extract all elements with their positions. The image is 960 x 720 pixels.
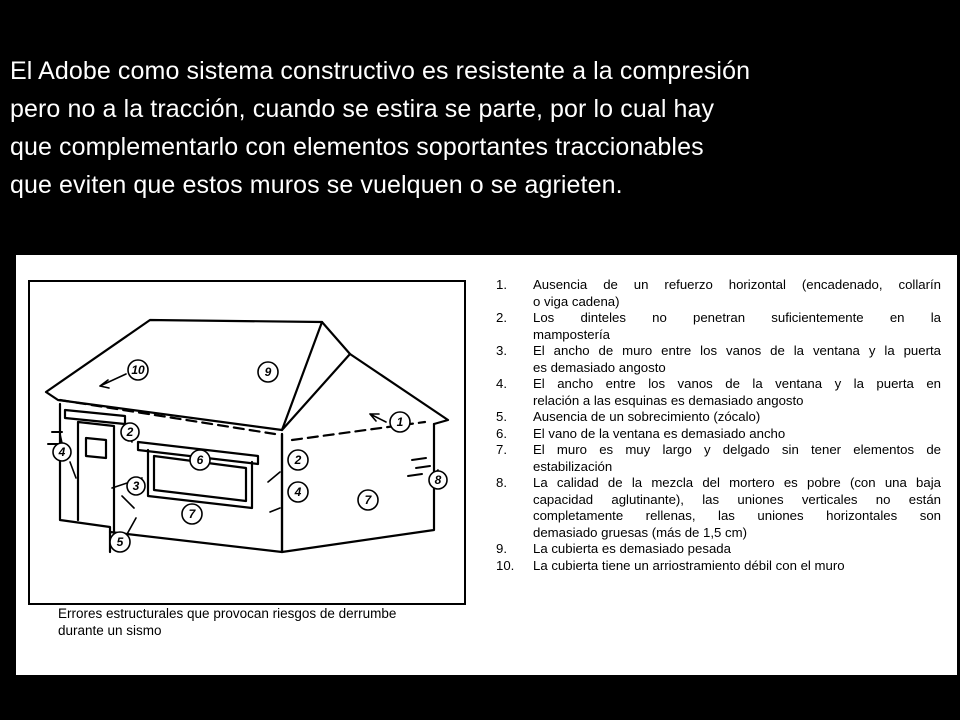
headline-line: que eviten que estos muros se vuelquen o se agrieten. [10, 171, 623, 199]
list-item-text: La cubierta es demasiado pesada [533, 541, 731, 556]
list-item [496, 310, 941, 343]
list-item-text: Ausencia de un sobrecimiento (zócalo) [533, 409, 761, 424]
list-item [496, 277, 941, 310]
marker-2-right: 2 [294, 453, 302, 467]
marker-1: 1 [396, 415, 404, 429]
caption-line: Errores estructurales que provocan riesgos de derrumbe [58, 606, 397, 621]
list-item [496, 426, 941, 443]
figure-panel [16, 255, 957, 675]
list-item-number: 4. [496, 376, 507, 391]
list-item-text: La calidad de la mezcla del mortero es pobre (con una baja [533, 475, 941, 490]
list-item [496, 558, 941, 575]
marker-8: 8 [434, 473, 442, 487]
list-item-text: o viga cadena) [533, 293, 620, 309]
list-item-text: Ausencia de un refuerzo horizontal (encadenado, collarín [533, 277, 941, 292]
list-item-text: El ancho entre los vanos de la ventana y la puerta en [533, 376, 941, 391]
list-item-text: El ancho de muro entre los vanos de la ventana y la puerta [533, 343, 941, 358]
errors-list [496, 277, 941, 574]
list-item-text: capacidad aglutinante), las uniones verticales no están [533, 491, 941, 507]
list-item [496, 343, 941, 376]
list-item-number: 2. [496, 310, 507, 325]
list-item-text: relación a las esquinas es demasiado angosto [533, 392, 804, 408]
headline-text [10, 52, 955, 204]
eave-dash [60, 400, 275, 434]
list-item [496, 541, 941, 558]
figure-caption [58, 605, 478, 639]
list-item-number: 10. [496, 557, 515, 573]
marker-4-right: 4 [294, 485, 302, 499]
marker-7-right: 7 [364, 493, 372, 507]
list-item-number: 9. [496, 541, 507, 556]
list-item-text: estabilización [533, 458, 613, 474]
marker-5: 5 [116, 535, 124, 549]
list-item-number: 6. [496, 425, 507, 441]
marker-10: 10 [131, 363, 145, 377]
list-item-number: 5. [496, 409, 507, 424]
marker-3: 3 [132, 479, 140, 493]
list-item-text: es demasiado angosto [533, 359, 666, 375]
headline-line: El Adobe como sistema constructivo es resistente a la compresión [10, 57, 751, 85]
house-illustration-frame [28, 280, 466, 605]
list-item [496, 475, 941, 541]
headline-line: que complementarlo con elementos soportantes traccionables [10, 133, 704, 161]
list-item-text: demasiado gruesas (más de 1,5 cm) [533, 524, 748, 540]
marker-7-front: 7 [188, 507, 196, 521]
marker-6: 6 [196, 453, 204, 467]
caption-line: durante un sismo [58, 623, 162, 638]
list-item [496, 376, 941, 409]
headline-line: pero no a la tracción, cuando se estira se parte, por lo cual hay [10, 95, 715, 123]
door-lintel [65, 410, 125, 424]
list-item-text: mampostería [533, 326, 610, 342]
marker-4-left: 4 [58, 445, 66, 459]
roof-front [46, 320, 322, 430]
list-item-number: 7. [496, 442, 507, 457]
list-item [496, 442, 941, 475]
list-item-number: 3. [496, 343, 507, 358]
marker-9: 9 [264, 365, 272, 379]
list-item-number: 1. [496, 277, 507, 292]
list-item-text: Los dinteles no penetran suficientemente en la [533, 310, 941, 325]
list-item-text: La cubierta tiene un arriostramiento débil con el muro [533, 557, 845, 573]
marker-2-left: 2 [126, 425, 134, 439]
house-illustration [30, 282, 464, 603]
list-item-text: El muro es muy largo y delgado sin tener elementos de [533, 442, 941, 457]
list-item [496, 409, 941, 426]
list-item-number: 8. [496, 475, 507, 490]
list-item-text: completamente rellenas, las uniones horizontales son [533, 508, 941, 523]
list-item-text: El vano de la ventana es demasiado ancho [533, 425, 786, 441]
